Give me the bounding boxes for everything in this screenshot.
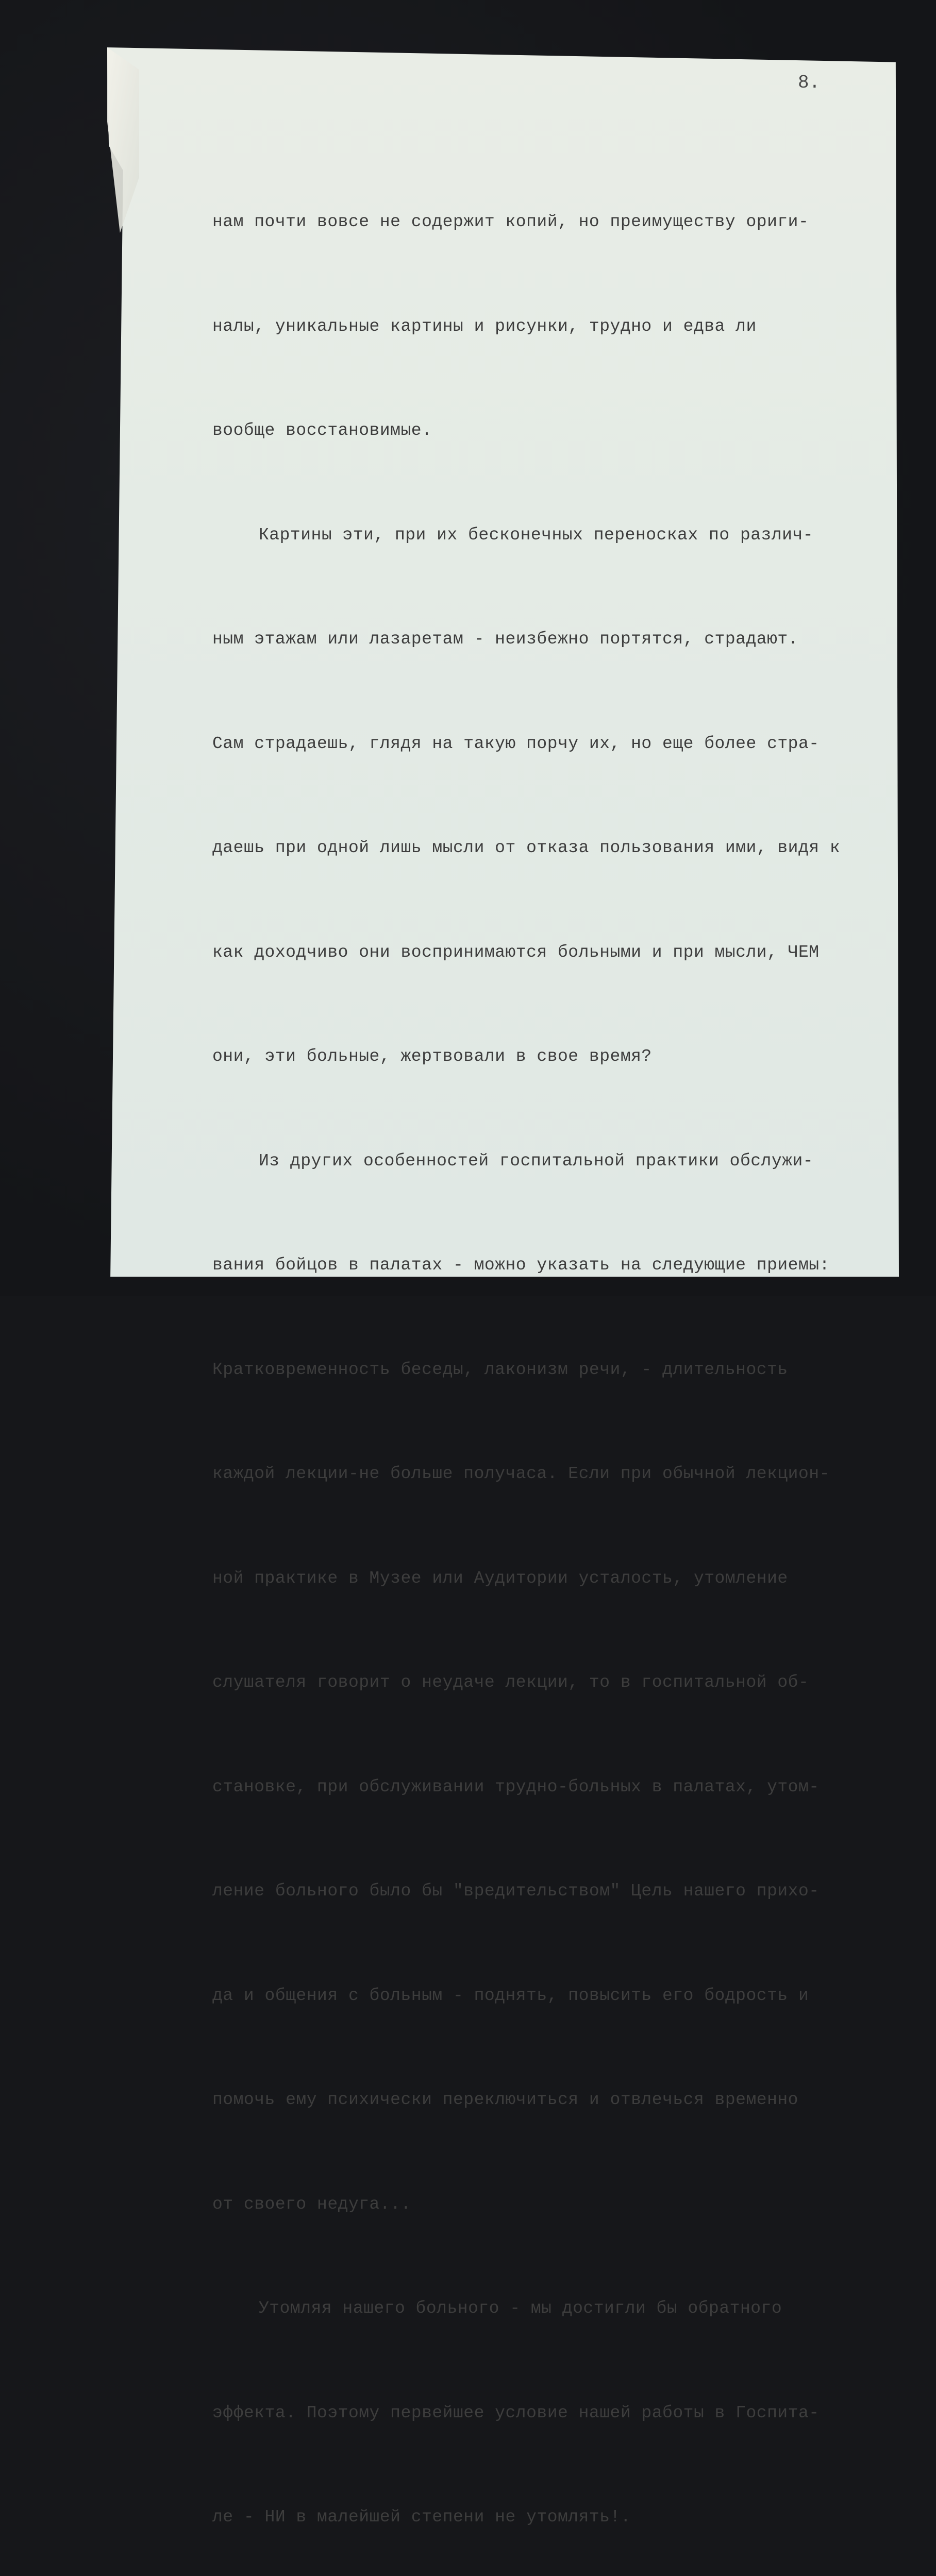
text-line: Кратковременность беседы, лаконизм речи, - длительность xyxy=(212,1360,788,1379)
text-line: становке, при обслуживании трудно-больных в палатах, утом- xyxy=(212,1777,820,1797)
text-line: Сам страдаешь, глядя на такую порчу их, но еще более стра- xyxy=(212,734,820,753)
text-line: Из других особенностей госпитальной практики обслужи- xyxy=(259,1151,814,1171)
text-line: они, эти больные, жертвовали в свое время? xyxy=(212,1047,652,1066)
text-line: эффекта. Поэтому первейшее условие нашей работы в Госпита- xyxy=(212,2403,820,2422)
text-line: даешь при одной лишь мысли от отказа пользования ими, видя к xyxy=(212,838,841,857)
text-line: вообще восстановимые. xyxy=(212,421,432,440)
document-body xyxy=(212,135,882,2576)
text-line: Утомляя нашего больного - мы достигли бы обратного xyxy=(259,2299,782,2318)
text-line: ным этажам или лазаретам - неизбежно портятся, страдают. xyxy=(212,630,798,649)
text-line: ле - НИ в малейшей степени не утомлять!. xyxy=(212,2507,631,2527)
text-line: помочь ему психически переключиться и отвлечься временно xyxy=(212,2090,798,2109)
text-line: налы, уникальные картины и рисунки, трудно и едва ли xyxy=(212,316,757,336)
text-line: слушателя говорит о неудаче лекции, то в госпитальной об- xyxy=(212,1673,809,1692)
text-line: каждой лекции-не больше получаса. Если при обычной лекцион- xyxy=(212,1464,830,1483)
text-line: ление больного было бы "вредительством" Цель нашего прихо- xyxy=(212,1882,820,1901)
text-line: вания бойцов в палатах - можно указать на следующие приемы: xyxy=(212,1256,830,1275)
text-line: да и общения с больным - поднять, повысить его бодрость и xyxy=(212,1986,809,2005)
text-line: ной практике в Музее или Аудитории усталость, утомление xyxy=(212,1568,788,1588)
text-line: Картины эти, при их бесконечных переносках по различ- xyxy=(259,525,814,545)
page-number: 8. xyxy=(798,72,821,93)
text-line: нам почти вовсе не содержит копий, но преимуществу ориги- xyxy=(212,212,809,231)
text-line: от своего недуга... xyxy=(212,2194,411,2214)
text-line: как доходчиво они воспринимаются больными и при мысли, ЧЕМ xyxy=(212,942,820,962)
